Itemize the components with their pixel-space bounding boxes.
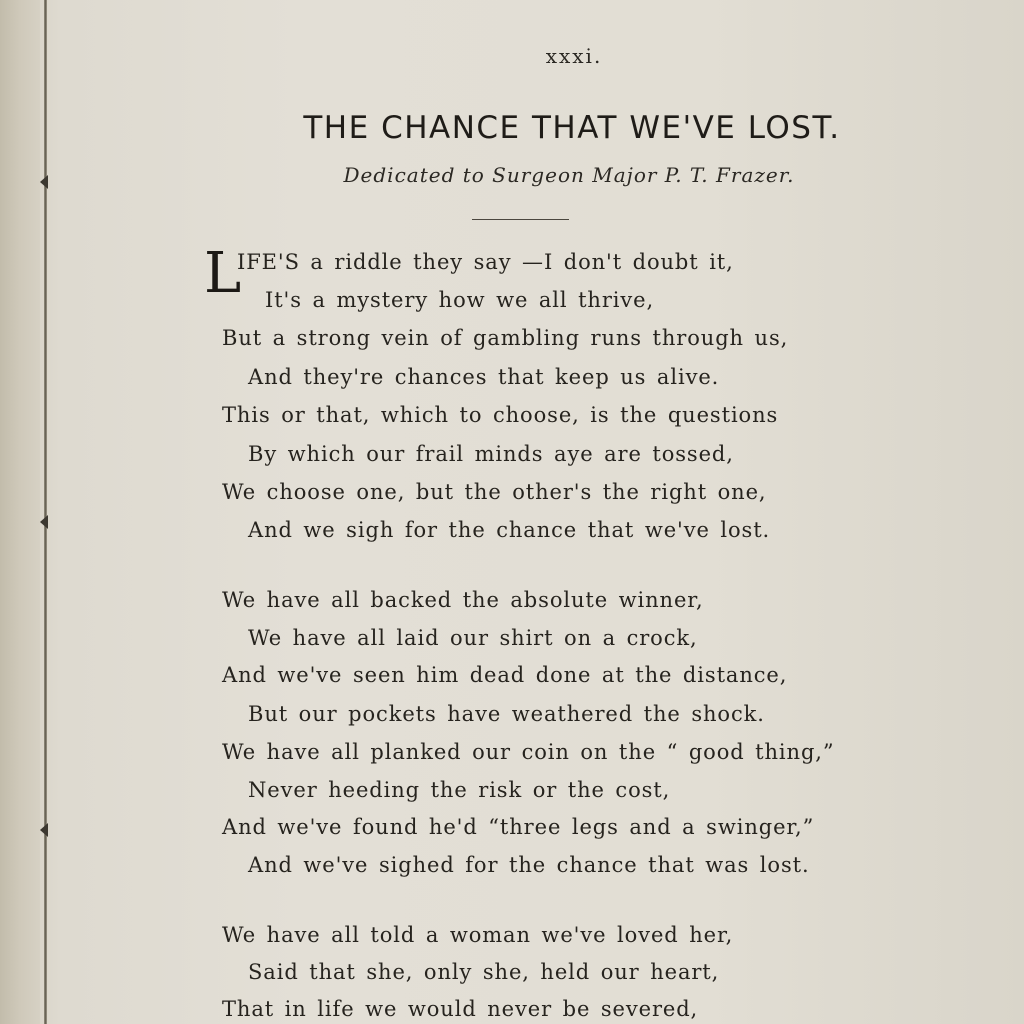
- verse-line: And we've found he'd “three legs and a swinger,”: [222, 815, 815, 839]
- verse-line: And they're chances that keep us alive.: [248, 365, 720, 389]
- verse-line: This or that, which to choose, is the questions: [222, 403, 779, 427]
- verse-line: That in life we would never be severed,: [222, 997, 699, 1021]
- verse-line: IFE'S a riddle they say —I don't doubt it,: [237, 250, 734, 274]
- drop-cap: L: [204, 241, 242, 306]
- poem-title: THE CHANCE THAT WE'VE LOST.: [303, 110, 841, 146]
- verse-line: We have all backed the absolute winner,: [222, 588, 704, 612]
- verse-line: Said that she, only she, held our heart,: [248, 960, 720, 984]
- verse-line: But a strong vein of gambling runs through us,: [222, 326, 789, 350]
- verse-line: And we've sighed for the chance that was lost.: [248, 853, 810, 877]
- verse-line: And we sigh for the chance that we've lost.: [248, 518, 771, 542]
- dedication: Dedicated to Surgeon Major P. T. Frazer.: [343, 163, 795, 187]
- verse-line: And we've seen him dead done at the distance,: [222, 663, 788, 687]
- verse-line: It's a mystery how we all thrive,: [265, 288, 655, 312]
- previous-page-edge: [0, 0, 40, 1024]
- verse-line: We have all told a woman we've loved her,: [222, 923, 734, 947]
- verse-line: By which our frail minds aye are tossed,: [248, 442, 734, 466]
- page-number: xxxi.: [545, 44, 603, 68]
- printed-page: [47, 0, 1024, 1024]
- verse-line: But our pockets have weathered the shock.: [248, 702, 765, 726]
- verse-line: We have all laid our shirt on a crock,: [248, 626, 698, 650]
- title-rule: [472, 219, 569, 220]
- verse-line: We have all planked our coin on the “ good thing,”: [222, 740, 835, 764]
- verse-line: We choose one, but the other's the right one,: [222, 480, 767, 504]
- verse-line: Never heeding the risk or the cost,: [248, 778, 671, 802]
